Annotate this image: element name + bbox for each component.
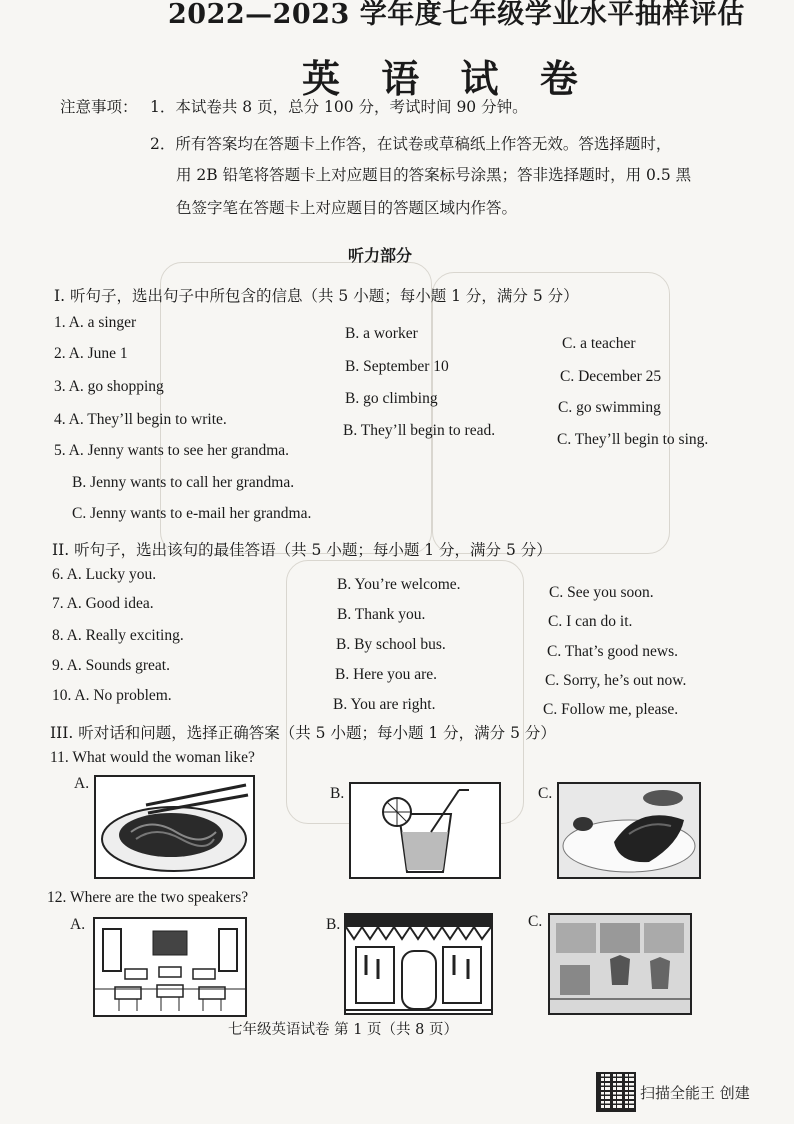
- q6-option-a: 6. A. Lucky you.: [52, 566, 157, 583]
- q11-image-noodles: [94, 775, 255, 879]
- q5-option-b: B. Jenny wants to call her grandma.: [72, 474, 295, 491]
- section-title: 听力部分: [348, 246, 413, 265]
- q4-option-c: C. They’ll begin to sing.: [557, 431, 709, 448]
- exam-title-line1: 2022—2023 学年度七年级学业水平抽样评估: [168, 0, 745, 30]
- q12-image-clothing-store: [548, 913, 692, 1015]
- q2-option-c: C. December 25: [560, 368, 662, 385]
- part1-heading: I. 听句子，选出句子中所包含的信息（共 5 小题；每小题 1 分，满分 5 分）: [54, 287, 579, 305]
- q3-option-a: 3. A. go shopping: [54, 378, 164, 395]
- q12-image-shop: [344, 913, 493, 1015]
- q2-option-a: 2. A. June 1: [54, 345, 128, 362]
- q11-image-juice: [349, 782, 501, 879]
- q8-option-c: C. That’s good news.: [547, 643, 679, 660]
- q12-label-b: B.: [326, 916, 341, 933]
- q11-question: 11. What would the woman like?: [50, 749, 255, 766]
- q3-option-b: B. go climbing: [345, 390, 438, 407]
- q7-option-a: 7. A. Good idea.: [52, 595, 154, 612]
- q1-option-c: C. a teacher: [562, 335, 636, 352]
- q11-image-roast-duck: [557, 782, 701, 879]
- q7-option-b: B. Thank you.: [337, 606, 426, 623]
- scanner-watermark: 扫描全能王 创建: [640, 1084, 750, 1102]
- qr-code-icon: [596, 1072, 636, 1112]
- page-footer: 七年级英语试卷 第 1 页（共 8 页）: [228, 1022, 458, 1038]
- q12-label-c: C.: [528, 913, 543, 930]
- q6-option-b: B. You’re welcome.: [337, 576, 461, 593]
- notice-item2-line1: 2．所有答案均在答题卡上作答，在试卷或草稿纸上作答无效。答选择题时，: [150, 135, 672, 153]
- q11-label-c: C.: [538, 785, 553, 802]
- notice-label: 注意事项：: [60, 98, 138, 116]
- q12-question: 12. Where are the two speakers?: [47, 889, 249, 906]
- q12-image-classroom: [93, 917, 247, 1017]
- q5-option-c: C. Jenny wants to e-mail her grandma.: [72, 505, 312, 522]
- q5-option-a: 5. A. Jenny wants to see her grandma.: [54, 442, 290, 459]
- q2-option-b: B. September 10: [345, 358, 449, 375]
- q10-option-b: B. You are right.: [333, 696, 436, 713]
- notice-item2-line2: 用 2B 铅笔将答题卡上对应题目的答案标号涂黑；答非选择题时，用 0.5 黑: [176, 166, 692, 184]
- q6-option-c: C. See you soon.: [549, 584, 654, 601]
- q9-option-a: 9. A. Sounds great.: [52, 657, 170, 674]
- q7-option-c: C. I can do it.: [548, 613, 633, 630]
- part3-heading: III. 听对话和问题，选择正确答案（共 5 小题；每小题 1 分，满分 5 分）: [50, 724, 556, 742]
- exam-title-line2: 英 语 试 卷: [302, 56, 592, 101]
- q8-option-b: B. By school bus.: [336, 636, 446, 653]
- notice-item2-line3: 色签字笔在答题卡上对应题目的答题区域内作答。: [176, 199, 518, 217]
- q10-option-a: 10. A. No problem.: [52, 687, 172, 704]
- q12-label-a: A.: [70, 916, 86, 933]
- part2-heading: II. 听句子，选出该句的最佳答语（共 5 小题；每小题 1 分，满分 5 分）: [52, 541, 552, 559]
- q1-option-a: 1. A. a singer: [54, 314, 137, 331]
- q10-option-c: C. Follow me, please.: [543, 701, 679, 718]
- q3-option-c: C. go swimming: [558, 399, 661, 416]
- q11-label-b: B.: [330, 785, 345, 802]
- q1-option-b: B. a worker: [345, 325, 418, 342]
- q9-option-c: C. Sorry, he’s out now.: [545, 672, 687, 689]
- q8-option-a: 8. A. Really exciting.: [52, 627, 184, 644]
- q11-label-a: A.: [74, 775, 90, 792]
- notice-item1: 1．本试卷共 8 页，总分 100 分，考试时间 90 分钟。: [150, 98, 528, 116]
- q4-option-a: 4. A. They’ll begin to write.: [54, 411, 227, 428]
- q4-option-b: B. They’ll begin to read.: [343, 422, 496, 439]
- q9-option-b: B. Here you are.: [335, 666, 437, 683]
